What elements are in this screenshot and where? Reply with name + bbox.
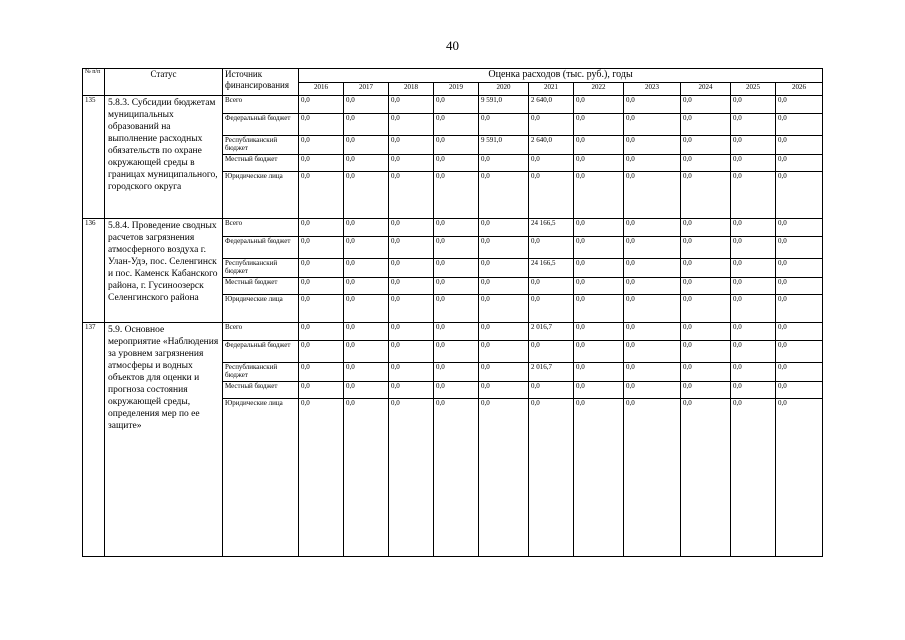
value-cell: 0,0 — [479, 114, 529, 136]
value-cell: 0,0 — [299, 155, 344, 172]
value-cell: 0,0 — [389, 278, 434, 295]
header-year: 2019 — [434, 83, 479, 96]
value-cell: 0,0 — [574, 136, 624, 155]
value-cell: 0,0 — [574, 237, 624, 259]
value-cell: 0,0 — [344, 278, 389, 295]
header-num: № п/п — [83, 69, 105, 96]
value-cell: 0,0 — [574, 219, 624, 237]
value-cell: 0,0 — [389, 155, 434, 172]
page-number: 40 — [446, 38, 459, 53]
value-cell: 0,0 — [574, 259, 624, 278]
value-cell: 0,0 — [681, 363, 731, 382]
source-cell: Местный бюджет — [223, 278, 299, 295]
value-cell: 0,0 — [299, 114, 344, 136]
status-cell: 5.8.3. Субсидии бюджетам муниципальных образований на выполнение расходных обязательств по охране окружающей среды в границах муниципального, городского округа — [105, 96, 223, 219]
value-cell: 0,0 — [776, 172, 823, 219]
value-cell: 0,0 — [434, 363, 479, 382]
value-cell: 0,0 — [299, 278, 344, 295]
source-cell: Юридические лица — [223, 399, 299, 557]
value-cell: 0,0 — [776, 96, 823, 114]
header-year: 2023 — [624, 83, 681, 96]
value-cell: 0,0 — [389, 237, 434, 259]
value-cell: 0,0 — [389, 172, 434, 219]
value-cell: 0,0 — [776, 382, 823, 399]
value-cell: 0,0 — [434, 155, 479, 172]
value-cell: 0,0 — [574, 323, 624, 341]
value-cell: 0,0 — [479, 295, 529, 323]
value-cell: 0,0 — [479, 237, 529, 259]
value-cell: 0,0 — [624, 172, 681, 219]
source-cell: Местный бюджет — [223, 155, 299, 172]
source-cell: Всего — [223, 323, 299, 341]
value-cell: 0,0 — [776, 219, 823, 237]
value-cell: 0,0 — [574, 155, 624, 172]
value-cell: 0,0 — [529, 155, 574, 172]
value-cell: 0,0 — [529, 399, 574, 557]
value-cell: 9 591,0 — [479, 96, 529, 114]
table-row — [83, 323, 823, 341]
value-cell: 0,0 — [479, 172, 529, 219]
value-cell: 0,0 — [776, 323, 823, 341]
value-cell: 0,0 — [574, 399, 624, 557]
value-cell: 0,0 — [731, 259, 776, 278]
value-cell: 0,0 — [299, 295, 344, 323]
value-cell: 0,0 — [434, 96, 479, 114]
source-cell: Местный бюджет — [223, 382, 299, 399]
value-cell: 0,0 — [731, 155, 776, 172]
table-row — [83, 219, 823, 237]
value-cell: 0,0 — [529, 278, 574, 295]
value-cell: 0,0 — [479, 219, 529, 237]
value-cell: 0,0 — [776, 399, 823, 557]
value-cell: 0,0 — [434, 259, 479, 278]
value-cell: 0,0 — [681, 323, 731, 341]
value-cell: 0,0 — [479, 341, 529, 363]
value-cell: 0,0 — [344, 363, 389, 382]
value-cell: 0,0 — [479, 382, 529, 399]
value-cell: 0,0 — [681, 237, 731, 259]
value-cell: 0,0 — [434, 172, 479, 219]
value-cell: 0,0 — [681, 136, 731, 155]
value-cell: 0,0 — [344, 259, 389, 278]
value-cell: 0,0 — [389, 114, 434, 136]
value-cell: 0,0 — [681, 278, 731, 295]
value-cell: 0,0 — [624, 295, 681, 323]
header-year: 2026 — [776, 83, 823, 96]
header-year: 2020 — [479, 83, 529, 96]
value-cell: 0,0 — [344, 114, 389, 136]
value-cell: 0,0 — [434, 399, 479, 557]
value-cell: 0,0 — [299, 136, 344, 155]
value-cell: 0,0 — [624, 323, 681, 341]
value-cell: 0,0 — [731, 382, 776, 399]
value-cell: 0,0 — [624, 382, 681, 399]
value-cell: 0,0 — [479, 399, 529, 557]
value-cell: 0,0 — [529, 172, 574, 219]
value-cell: 0,0 — [299, 219, 344, 237]
value-cell: 0,0 — [681, 172, 731, 219]
value-cell: 0,0 — [624, 155, 681, 172]
value-cell: 0,0 — [776, 237, 823, 259]
value-cell: 0,0 — [344, 237, 389, 259]
value-cell: 0,0 — [389, 259, 434, 278]
value-cell: 0,0 — [731, 96, 776, 114]
value-cell: 0,0 — [731, 219, 776, 237]
value-cell: 0,0 — [776, 363, 823, 382]
value-cell: 0,0 — [529, 237, 574, 259]
source-cell: Федеральный бюджет — [223, 237, 299, 259]
value-cell: 0,0 — [479, 278, 529, 295]
value-cell: 0,0 — [681, 219, 731, 237]
value-cell: 0,0 — [731, 136, 776, 155]
value-cell: 0,0 — [344, 323, 389, 341]
source-cell: Всего — [223, 219, 299, 237]
header-estimate: Оценка расходов (тыс. руб.), годы — [299, 69, 823, 83]
value-cell: 0,0 — [574, 341, 624, 363]
source-cell: Федеральный бюджет — [223, 341, 299, 363]
value-cell: 0,0 — [434, 114, 479, 136]
value-cell: 2 640,0 — [529, 96, 574, 114]
value-cell: 2 016,7 — [529, 363, 574, 382]
value-cell: 0,0 — [731, 399, 776, 557]
header-year: 2018 — [389, 83, 434, 96]
value-cell: 0,0 — [529, 341, 574, 363]
value-cell: 0,0 — [299, 363, 344, 382]
value-cell: 0,0 — [731, 341, 776, 363]
value-cell: 0,0 — [681, 399, 731, 557]
value-cell: 0,0 — [434, 136, 479, 155]
value-cell: 0,0 — [344, 399, 389, 557]
value-cell: 0,0 — [389, 136, 434, 155]
row-number: 135 — [83, 96, 105, 219]
value-cell: 0,0 — [574, 382, 624, 399]
value-cell: 0,0 — [434, 323, 479, 341]
value-cell: 0,0 — [344, 172, 389, 219]
value-cell: 0,0 — [731, 323, 776, 341]
value-cell: 0,0 — [776, 278, 823, 295]
value-cell: 0,0 — [434, 341, 479, 363]
value-cell: 0,0 — [299, 237, 344, 259]
value-cell: 0,0 — [434, 382, 479, 399]
value-cell: 0,0 — [681, 155, 731, 172]
value-cell: 0,0 — [624, 136, 681, 155]
header-year: 2025 — [731, 83, 776, 96]
value-cell: 0,0 — [344, 136, 389, 155]
header-year: 2016 — [299, 83, 344, 96]
value-cell: 0,0 — [731, 295, 776, 323]
value-cell: 0,0 — [731, 237, 776, 259]
value-cell: 0,0 — [681, 259, 731, 278]
source-cell: Всего — [223, 96, 299, 114]
value-cell: 0,0 — [574, 172, 624, 219]
value-cell: 0,0 — [434, 219, 479, 237]
value-cell: 0,0 — [624, 399, 681, 557]
value-cell: 0,0 — [389, 382, 434, 399]
value-cell: 0,0 — [681, 96, 731, 114]
value-cell: 0,0 — [624, 341, 681, 363]
value-cell: 0,0 — [344, 382, 389, 399]
value-cell: 0,0 — [681, 295, 731, 323]
value-cell: 0,0 — [479, 363, 529, 382]
value-cell: 0,0 — [776, 341, 823, 363]
status-cell: 5.9. Основное мероприятие «Наблюдения за уровнем загрязнения атмосферы и водных объектов для оценки и прогноза состояния окружающей среды, определения мер по ее защите» — [105, 323, 223, 557]
value-cell: 0,0 — [776, 295, 823, 323]
value-cell: 0,0 — [681, 341, 731, 363]
value-cell: 0,0 — [389, 323, 434, 341]
value-cell: 0,0 — [344, 96, 389, 114]
value-cell: 0,0 — [389, 341, 434, 363]
value-cell: 0,0 — [574, 295, 624, 323]
value-cell: 2 016,7 — [529, 323, 574, 341]
source-cell: Юридические лица — [223, 172, 299, 219]
value-cell: 9 591,0 — [479, 136, 529, 155]
value-cell: 0,0 — [344, 295, 389, 323]
value-cell: 0,0 — [479, 259, 529, 278]
value-cell: 0,0 — [731, 172, 776, 219]
header-year: 2022 — [574, 83, 624, 96]
header-year: 2017 — [344, 83, 389, 96]
value-cell: 0,0 — [389, 96, 434, 114]
value-cell: 0,0 — [624, 259, 681, 278]
table-row — [83, 96, 823, 114]
value-cell: 0,0 — [479, 155, 529, 172]
value-cell: 0,0 — [624, 278, 681, 295]
value-cell: 0,0 — [344, 219, 389, 237]
value-cell: 0,0 — [731, 363, 776, 382]
value-cell: 0,0 — [389, 399, 434, 557]
source-cell: Республиканский бюджет — [223, 259, 299, 278]
value-cell: 24 166,5 — [529, 259, 574, 278]
value-cell: 0,0 — [574, 96, 624, 114]
value-cell: 0,0 — [776, 136, 823, 155]
value-cell: 0,0 — [776, 155, 823, 172]
value-cell: 0,0 — [389, 219, 434, 237]
value-cell: 0,0 — [624, 96, 681, 114]
value-cell: 0,0 — [299, 399, 344, 557]
row-number: 136 — [83, 219, 105, 323]
source-cell: Республиканский бюджет — [223, 363, 299, 382]
value-cell: 0,0 — [731, 278, 776, 295]
value-cell: 0,0 — [624, 237, 681, 259]
value-cell: 0,0 — [434, 295, 479, 323]
value-cell: 0,0 — [681, 114, 731, 136]
header-status: Статус — [105, 69, 223, 96]
budget-table — [82, 68, 823, 557]
value-cell: 0,0 — [529, 295, 574, 323]
value-cell: 0,0 — [344, 341, 389, 363]
value-cell: 0,0 — [434, 237, 479, 259]
value-cell: 0,0 — [776, 259, 823, 278]
value-cell: 0,0 — [574, 363, 624, 382]
value-cell: 0,0 — [624, 114, 681, 136]
source-cell: Республиканский бюджет — [223, 136, 299, 155]
value-cell: 0,0 — [624, 219, 681, 237]
row-number: 137 — [83, 323, 105, 557]
value-cell: 24 166,5 — [529, 219, 574, 237]
source-cell: Федеральный бюджет — [223, 114, 299, 136]
value-cell: 0,0 — [731, 114, 776, 136]
value-cell: 0,0 — [624, 363, 681, 382]
value-cell: 0,0 — [389, 363, 434, 382]
value-cell: 0,0 — [529, 114, 574, 136]
value-cell: 0,0 — [681, 382, 731, 399]
header-year: 2024 — [681, 83, 731, 96]
value-cell: 0,0 — [389, 295, 434, 323]
value-cell: 0,0 — [299, 259, 344, 278]
value-cell: 0,0 — [574, 278, 624, 295]
value-cell: 0,0 — [299, 96, 344, 114]
header-year: 2021 — [529, 83, 574, 96]
value-cell: 0,0 — [529, 382, 574, 399]
value-cell: 0,0 — [574, 114, 624, 136]
value-cell: 0,0 — [299, 323, 344, 341]
status-cell: 5.8.4. Проведение сводных расчетов загрязнения атмосферного воздуха г. Улан-Удэ, пос. Селенгинск и пос. Каменск Кабанского района, г. Гусиноозерск Селенгинского района — [105, 219, 223, 323]
value-cell: 0,0 — [776, 114, 823, 136]
value-cell: 0,0 — [434, 278, 479, 295]
value-cell: 0,0 — [344, 155, 389, 172]
value-cell: 0,0 — [299, 382, 344, 399]
header-source: Источник финансирования — [223, 69, 299, 96]
value-cell: 0,0 — [479, 323, 529, 341]
value-cell: 0,0 — [299, 172, 344, 219]
source-cell: Юридические лица — [223, 295, 299, 323]
value-cell: 2 640,0 — [529, 136, 574, 155]
value-cell: 0,0 — [299, 341, 344, 363]
